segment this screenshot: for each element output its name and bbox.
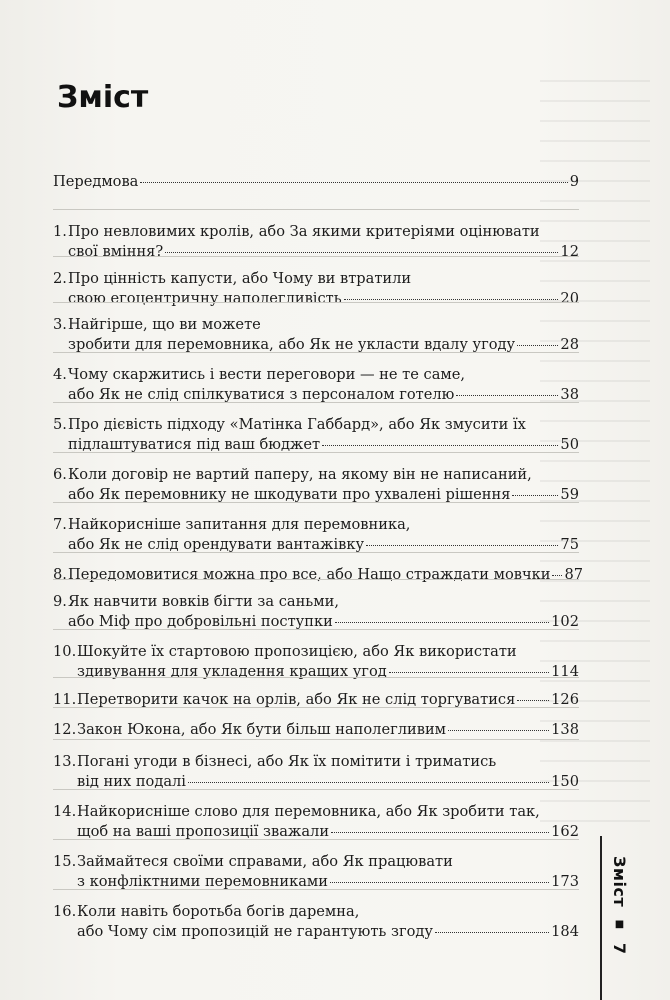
toc-entry-title: Про невловимих кролів, або За якими критеріями оцінювати <box>68 223 540 240</box>
dot-leader <box>366 545 558 546</box>
toc-entry-title: або Чому сім пропозицій не гарантують згоду <box>77 923 433 940</box>
running-header-section: Зміст <box>610 856 629 908</box>
toc-entry-title: Найкорисніше запитання для перемовника, <box>68 516 411 533</box>
toc-entry-title: Як навчити вовків бігти за саньми, <box>68 593 339 610</box>
toc-entry-title: Передомовитися можна про все, або Нащо страждати мовчки <box>68 566 551 583</box>
toc-page-number: 38 <box>560 386 579 403</box>
entry-divider <box>53 402 579 403</box>
toc-entry-title: підлаштуватися під ваш бюджет <box>68 436 321 453</box>
square-separator-icon: ■ <box>614 919 625 931</box>
toc-entry-title: Про дієвість підходу «Матінка Габбард», або Як змусити їх <box>68 416 526 433</box>
toc-entry-number: 1. <box>53 223 67 240</box>
toc-entry[interactable] <box>53 172 579 192</box>
toc-entry[interactable] <box>53 720 579 740</box>
toc-entry[interactable] <box>53 315 579 355</box>
toc-entry-number: 4. <box>53 366 67 383</box>
entry-divider <box>53 452 579 453</box>
toc-entry-title: Найкорисніше слово для перемовника, або Як зробити так, <box>77 803 540 820</box>
toc-entry[interactable] <box>53 642 579 682</box>
dot-leader <box>188 782 549 783</box>
dot-leader <box>389 672 549 673</box>
dot-leader <box>322 445 558 446</box>
toc-page-number: 138 <box>551 721 579 738</box>
dot-leader <box>344 299 559 300</box>
toc-entry-title: здивування для укладення кращих угод <box>77 663 387 680</box>
toc-entry[interactable] <box>53 415 579 455</box>
toc-entry[interactable] <box>53 465 579 505</box>
entry-divider <box>53 552 579 553</box>
toc-page-number: 20 <box>560 290 579 307</box>
toc-entry[interactable] <box>53 365 579 405</box>
toc-entry-title: Шокуйте їх стартовою пропозицією, або Як використати <box>77 643 517 660</box>
toc-entry-number: 15. <box>53 853 77 870</box>
toc-entry-number: 9. <box>53 593 67 610</box>
toc-entry-number: 10. <box>53 643 77 660</box>
toc-entry-title: або Як не слід спілкуватися з персоналом готелю <box>68 386 455 403</box>
toc-entry-number: 14. <box>53 803 77 820</box>
toc-entry[interactable] <box>53 592 579 632</box>
toc-entry-number: 8. <box>53 566 67 583</box>
toc-page-number: 173 <box>551 873 579 890</box>
side-running-header <box>600 836 670 1000</box>
toc-entry[interactable] <box>53 269 579 309</box>
dot-leader <box>331 832 549 833</box>
entry-divider <box>53 839 579 840</box>
toc-entry-title: Чому скаржитись і вести переговори — не те саме, <box>68 366 466 383</box>
toc-entry-title: зробити для перемовника, або Як не укласти вдалу угоду <box>68 336 516 353</box>
toc-entry-number: 11. <box>53 691 77 708</box>
running-header <box>610 856 629 954</box>
entry-divider <box>53 629 579 630</box>
toc-page-number: 102 <box>551 613 579 630</box>
toc-entry-number: 13. <box>53 753 77 770</box>
toc-page-number: 12 <box>560 243 579 260</box>
toc-page-number: 75 <box>560 536 579 553</box>
dot-leader <box>517 345 558 346</box>
toc-page-number: 28 <box>560 336 579 353</box>
entry-divider <box>53 739 579 740</box>
toc-page-number: 87 <box>564 566 584 583</box>
entry-divider <box>53 352 579 353</box>
toc-entry-title: Про цінність капусти, або Чому ви втратили <box>68 270 412 287</box>
dot-leader <box>435 932 549 933</box>
toc-entry-title: Займайтеся своїми справами, або Як працювати <box>77 853 453 870</box>
toc-page-number: 114 <box>551 663 579 680</box>
toc-entry-number: 6. <box>53 466 67 483</box>
toc-entry-number: 2. <box>53 270 67 287</box>
toc-entry-title: з конфліктними перемовниками <box>77 873 329 890</box>
toc-entry-number: 3. <box>53 316 67 333</box>
toc-entry-title: або Як перемовнику не шкодувати про ухвалені рішення <box>68 486 511 503</box>
toc-entry-number: 16. <box>53 903 77 920</box>
page-number: 7 <box>610 942 629 955</box>
toc-entry-title: Найгірше, що ви можете <box>68 316 261 333</box>
toc-entry[interactable] <box>53 902 579 942</box>
dot-leader <box>517 700 549 701</box>
toc-entry[interactable] <box>53 515 579 555</box>
toc-entry[interactable] <box>53 565 584 585</box>
dot-leader <box>512 495 558 496</box>
toc-entry-number: 5. <box>53 416 67 433</box>
entry-divider <box>53 502 579 503</box>
entry-divider <box>53 302 579 303</box>
page-title: Зміст <box>57 80 149 115</box>
toc-entry-number: 12. <box>53 721 77 738</box>
toc-entry-title: Коли навіть боротьба богів даремна, <box>77 903 360 920</box>
toc-entry-title: або Як не слід орендувати вантажівку <box>68 536 365 553</box>
toc-entry-title: від них подалі <box>77 773 186 790</box>
entry-divider <box>53 789 579 790</box>
toc-entry[interactable] <box>53 852 579 892</box>
dot-leader <box>335 622 549 623</box>
toc-entry-title: свою егоцентричну наполегливість <box>68 290 342 307</box>
dot-leader <box>165 252 558 253</box>
entry-divider <box>53 256 579 257</box>
entry-divider <box>53 209 579 210</box>
entry-divider <box>53 889 579 890</box>
entry-divider <box>53 579 579 580</box>
toc-page-number: 150 <box>551 773 579 790</box>
toc-entry[interactable] <box>53 752 579 792</box>
toc-entry-title: Перетворити качок на орлів, або Як не слід торгуватися <box>77 691 516 708</box>
toc-entry-title: Погані угоди в бізнесі, або Як їх помітити і триматись <box>77 753 497 770</box>
dot-leader <box>448 730 549 731</box>
dot-leader <box>140 182 567 183</box>
toc-page-number: 184 <box>551 923 579 940</box>
toc-page-number: 9 <box>569 173 579 190</box>
toc-page-number: 59 <box>560 486 579 503</box>
toc-entry-number: 7. <box>53 516 67 533</box>
dot-leader <box>552 575 562 576</box>
toc-entry-title: Передмова <box>53 173 139 190</box>
toc-page-number: 126 <box>551 691 579 708</box>
toc-entry[interactable] <box>53 802 579 842</box>
toc-entry-title: Коли договір не вартий паперу, на якому він не написаний, <box>68 466 532 483</box>
entry-divider <box>53 707 579 708</box>
toc-entry-title: свої вміння? <box>68 243 164 260</box>
toc-page-number: 50 <box>560 436 579 453</box>
toc-entry-title: Закон Юкона, або Як бути більш наполегливим <box>77 721 447 738</box>
side-rule <box>600 836 602 1000</box>
toc-entry-title: щоб на ваші пропозиції зважали <box>77 823 330 840</box>
entry-divider <box>53 677 579 678</box>
toc-page-number: 162 <box>551 823 579 840</box>
dot-leader <box>456 395 558 396</box>
dot-leader <box>330 882 549 883</box>
toc-entry-title: або Міф про добровільні поступки <box>68 613 333 630</box>
